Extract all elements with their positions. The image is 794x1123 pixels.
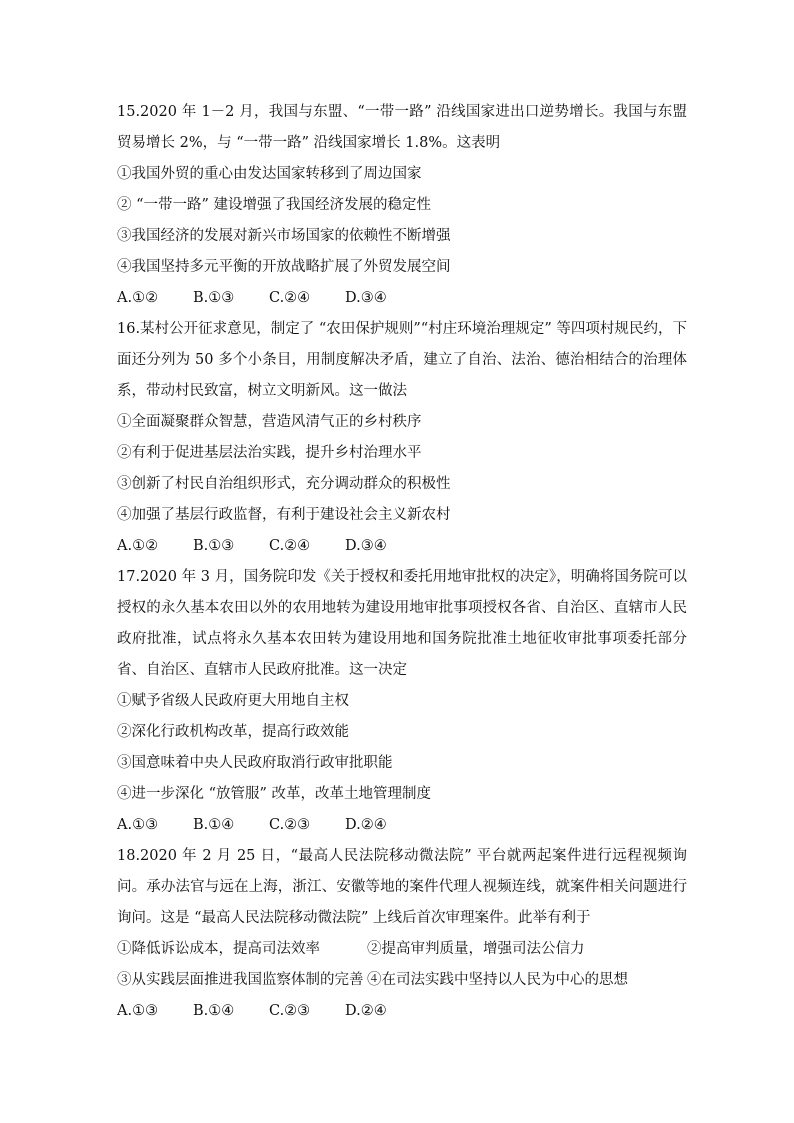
- answer-a: A.①②: [117, 290, 159, 306]
- option-1: ①全面凝聚群众智慧，营造风清气正的乡村秩序: [117, 414, 422, 430]
- option-2: ②提高审判质量，增强司法公信力: [367, 941, 585, 957]
- answer-choices: [117, 283, 687, 314]
- option-4: ④我国坚持多元平衡的开放战略扩展了外贸发展空间: [117, 259, 451, 275]
- answer-d: D.②④: [345, 817, 387, 833]
- option-row-1: [117, 934, 687, 965]
- question-stem: 15.2020 年 1－2 月，我国与东盟、“一带一路” 沿线国家进出口逆势增长。我国与东盟贸易增长 2%，与 “一带一路” 沿线国家增长 1.8%。这表明: [117, 104, 687, 151]
- option-3: ③从实践层面推进我国监察体制的完善: [117, 972, 364, 988]
- answer-b: B.①④: [193, 817, 235, 833]
- answer-c: C.②④: [269, 290, 311, 306]
- answer-a: A.①③: [117, 817, 159, 833]
- answer-c: C.②③: [269, 1003, 311, 1019]
- answer-d: D.③④: [345, 290, 387, 306]
- question-15: [117, 97, 687, 314]
- answer-choices: [117, 531, 687, 562]
- answer-d: D.②④: [345, 1003, 387, 1019]
- question-16: [117, 314, 687, 562]
- question-stem: 16.某村公开征求意见，制定了 “农田保护规则”“村庄环境治理规定” 等四项村规民约，下面还分列为 50 多个小条目，用制度解决矛盾，建立了自治、法治、德治相结合的治理体系，带动村民致富，树立文明新风。这一做法: [117, 321, 687, 399]
- option-3: ③创新了村民自治组织形式，充分调动群众的积极性: [117, 476, 451, 492]
- answer-a: A.①②: [117, 538, 159, 554]
- answer-b: B.①③: [193, 538, 235, 554]
- question-18: [117, 841, 687, 1027]
- option-2: ②有利于促进基层法治实践，提升乡村治理水平: [117, 445, 422, 461]
- option-1: ①降低诉讼成本，提高司法效率: [117, 941, 320, 957]
- answer-c: C.②④: [269, 538, 311, 554]
- option-row-2: [117, 965, 687, 996]
- answer-a: A.①③: [117, 1003, 159, 1019]
- option-4: ④在司法实践中坚持以人民为中心的思想: [367, 972, 628, 988]
- answer-choices: [117, 810, 687, 841]
- option-3: ③我国经济的发展对新兴市场国家的依赖性不断增强: [117, 228, 451, 244]
- answer-choices: [117, 996, 687, 1027]
- answer-d: D.③④: [345, 538, 387, 554]
- option-1: ①我国外贸的重心由发达国家转移到了周边国家: [117, 166, 422, 182]
- option-1: ①赋予省级人民政府更大用地自主权: [117, 693, 349, 709]
- exam-page: [117, 97, 687, 1027]
- option-4: ④进一步深化 “放管服” 改革，改革土地管理制度: [117, 786, 432, 802]
- question-stem: 18.2020 年 2 月 25 日，“最高人民法院移动微法院” 平台就两起案件进行远程视频询问。承办法官与远在上海，浙江、安徽等地的案件代理人视频连线，就案件相关问题进行询问。这是 “最高人民法院移动微法院” 上线后首次审理案件。此举有利于: [117, 848, 687, 926]
- answer-c: C.②③: [269, 817, 311, 833]
- option-3: ③国意味着中央人民政府取消行政审批职能: [117, 755, 393, 771]
- answer-b: B.①④: [193, 1003, 235, 1019]
- option-2: ②深化行政机构改革，提高行政效能: [117, 724, 349, 740]
- question-stem: 17.2020 年 3 月，国务院印发《关于授权和委托用地审批权的决定》，明确将国务院可以授权的永久基本农田以外的农用地转为建设用地审批事项授权各省、自治区、直辖市人民政府批准，试点将永久基本农田转为建设用地和国务院批准土地征收审批事项委托部分省、自治区、直辖市人民政府批准。这一决定: [117, 569, 687, 678]
- question-17: [117, 562, 687, 841]
- option-4: ④加强了基层行政监督，有利于建设社会主义新农村: [117, 507, 451, 523]
- option-2: ② “一带一路” 建设增强了我国经济发展的稳定性: [117, 197, 432, 213]
- answer-b: B.①③: [193, 290, 235, 306]
